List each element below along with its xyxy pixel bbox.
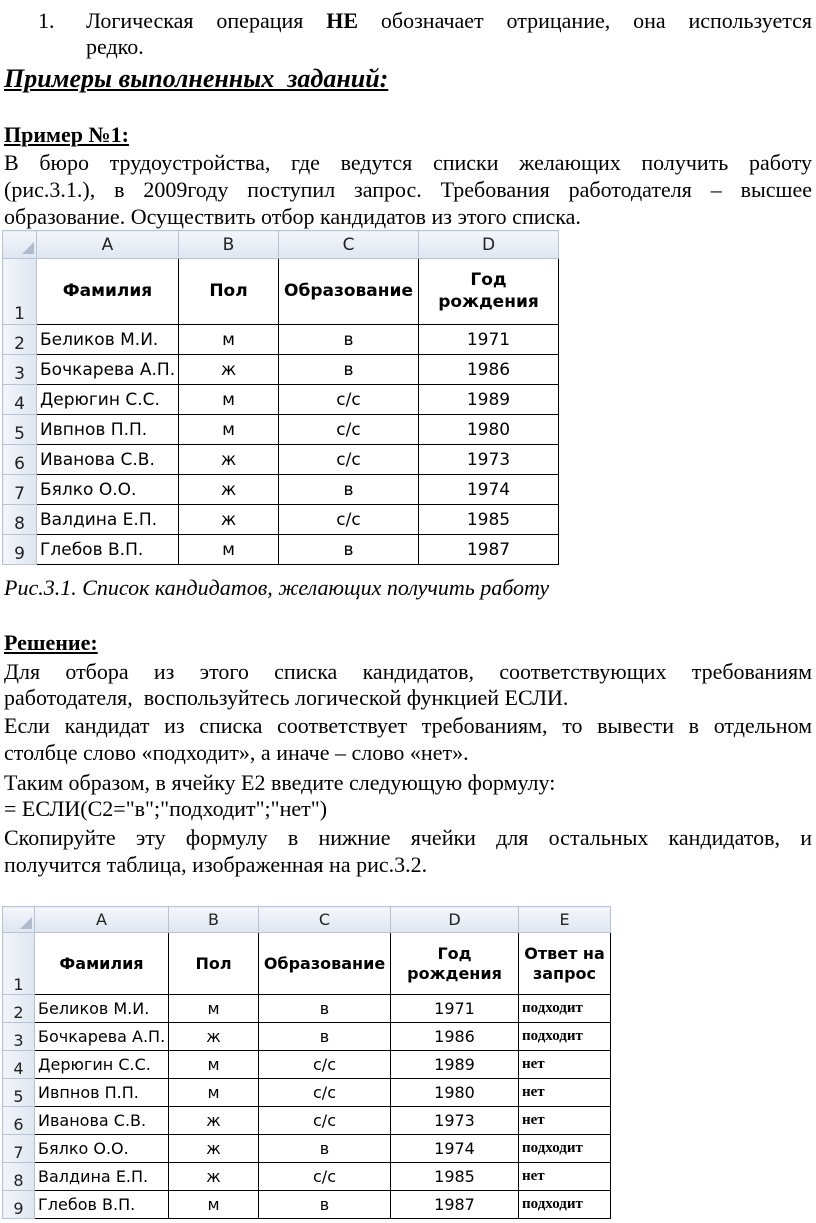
row-number[interactable]: 2 (3, 995, 35, 1023)
header-cell-education[interactable]: Образование (279, 259, 419, 325)
cell-answer[interactable]: нет (519, 1051, 611, 1079)
row-number[interactable]: 8 (3, 1163, 35, 1191)
select-all-corner[interactable] (3, 907, 35, 933)
cell-sex[interactable]: м (169, 1079, 259, 1107)
cell-education[interactable]: в (279, 355, 419, 385)
cell-answer[interactable]: подходит (519, 1135, 611, 1163)
header-cell-answer[interactable]: Ответ на запрос (519, 933, 611, 995)
table-row (3, 1107, 611, 1135)
cell-education[interactable]: с/с (279, 385, 419, 415)
table-row (3, 1051, 611, 1079)
table-row (3, 385, 559, 415)
cell-surname[interactable]: Ивпнов П.П. (35, 1079, 169, 1107)
header-cell-birth-year[interactable]: Год рождения (391, 933, 519, 995)
row-number[interactable]: 9 (3, 535, 37, 565)
cell-surname[interactable]: Бялко О.О. (37, 475, 179, 505)
cell-sex[interactable]: м (169, 1051, 259, 1079)
intro-line-2: (рис.3.1.), в 2009году поступил запрос. Требования работодателя – высшее (4, 177, 812, 202)
column-header-c[interactable]: C (259, 907, 391, 933)
table-row (3, 535, 559, 565)
cell-surname[interactable]: Глебов В.П. (35, 1191, 169, 1219)
column-header-b[interactable]: B (169, 907, 259, 933)
cell-surname[interactable]: Бочкарева А.П. (35, 1023, 169, 1051)
column-header-c[interactable]: C (279, 231, 419, 259)
cell-sex[interactable]: ж (169, 1107, 259, 1135)
header-cell-surname[interactable]: Фамилия (35, 933, 169, 995)
intro-line-3: образование. Осуществить отбор кандидатов из этого списка. (4, 204, 581, 229)
cell-birth-year[interactable]: 1986 (391, 1023, 519, 1051)
table-row (3, 1191, 611, 1219)
table-row (3, 445, 559, 475)
cell-answer[interactable]: подходит (519, 1023, 611, 1051)
spreadsheet-figure-2 (2, 906, 611, 1219)
column-header-row (3, 231, 559, 259)
column-header-row (3, 907, 611, 933)
table-row (3, 1135, 611, 1163)
cell-answer[interactable]: нет (519, 1079, 611, 1107)
cell-surname[interactable]: Ивпнов П.П. (37, 415, 179, 445)
solution-p2-line1: Если кандидат из списка соответствует требованиям, то вывести в отдельном (4, 713, 812, 738)
row-number[interactable]: 5 (3, 415, 37, 445)
cell-sex[interactable]: ж (169, 1135, 259, 1163)
cell-education[interactable]: в (259, 995, 391, 1023)
cell-birth-year[interactable]: 1971 (419, 325, 559, 355)
solution-p1-line1: Для отбора из этого списка кандидатов, соответствующих требованиям (4, 659, 812, 684)
cell-education[interactable]: в (259, 1191, 391, 1219)
cell-sex[interactable]: м (169, 995, 259, 1023)
cell-surname[interactable]: Валдина Е.П. (35, 1163, 169, 1191)
table-row (3, 995, 611, 1023)
cell-surname[interactable]: Иванова С.В. (37, 445, 179, 475)
cell-answer[interactable]: подходит (519, 1191, 611, 1219)
row-number[interactable]: 3 (3, 355, 37, 385)
cell-birth-year[interactable]: 1980 (391, 1079, 519, 1107)
row-number[interactable]: 9 (3, 1191, 35, 1219)
cell-surname[interactable]: Бялко О.О. (35, 1135, 169, 1163)
spreadsheet-figure-1 (2, 230, 559, 565)
row-number[interactable]: 4 (3, 385, 37, 415)
row-number[interactable]: 2 (3, 325, 37, 355)
list-item-text-before: Логическая операция (86, 8, 327, 33)
table-row (3, 1163, 611, 1191)
cell-surname[interactable]: Валдина Е.П. (37, 505, 179, 535)
cell-surname[interactable]: Беликов М.И. (35, 995, 169, 1023)
intro-line-1: В бюро трудоустройства, где ведутся списки желающих получить работу (4, 150, 812, 175)
cell-education[interactable]: в (279, 475, 419, 505)
solution-title: Решение: (4, 630, 98, 655)
solution-p4-line2: получится таблица, изображенная на рис.3.2. (4, 852, 428, 877)
cell-sex[interactable]: ж (169, 1163, 259, 1191)
list-item-line2: редко. (86, 34, 144, 59)
table-header-row (3, 259, 559, 325)
table-row (3, 505, 559, 535)
formula: = ЕСЛИ(С2="в";"подходит";"нет") (4, 796, 328, 821)
cell-birth-year[interactable]: 1971 (391, 995, 519, 1023)
cell-sex[interactable]: м (169, 1191, 259, 1219)
corner-triangle-icon (22, 242, 34, 254)
cell-education[interactable]: в (279, 325, 419, 355)
cell-birth-year[interactable]: 1986 (419, 355, 559, 385)
figure-caption-1: Рис.3.1. Список кандидатов, желающих получить работу (4, 575, 550, 600)
cell-surname[interactable]: Дерюгин С.С. (37, 385, 179, 415)
cell-education[interactable]: с/с (259, 1107, 391, 1135)
header-cell-surname[interactable]: Фамилия (37, 259, 179, 325)
list-item-number: 1. (38, 8, 55, 33)
solution-p4-line1: Скопируйте эту формулу в нижние ячейки для остальных кандидатов, и (4, 825, 812, 850)
cell-sex[interactable]: ж (169, 1023, 259, 1051)
table-row (3, 1079, 611, 1107)
cell-birth-year[interactable]: 1974 (419, 475, 559, 505)
cell-education[interactable]: с/с (259, 1163, 391, 1191)
cell-education[interactable]: с/с (279, 415, 419, 445)
cell-education[interactable]: в (259, 1135, 391, 1163)
cell-answer[interactable]: нет (519, 1107, 611, 1135)
cell-surname[interactable]: Беликов М.И. (37, 325, 179, 355)
cell-birth-year[interactable]: 1985 (419, 505, 559, 535)
cell-sex[interactable]: м (179, 535, 279, 565)
table-row (3, 475, 559, 505)
row-number[interactable]: 4 (3, 1051, 35, 1079)
header-cell-education[interactable]: Образование (259, 933, 391, 995)
cell-birth-year[interactable]: 1973 (419, 445, 559, 475)
cell-education[interactable]: в (259, 1023, 391, 1051)
example-title: Пример №1: (4, 122, 129, 147)
cell-birth-year[interactable]: 1989 (391, 1051, 519, 1079)
column-header-a[interactable]: A (37, 231, 179, 259)
solution-p3: Таким образом, в ячейку Е2 введите следующую формулу: (4, 770, 556, 795)
list-item-line (86, 8, 812, 34)
table-row (3, 1023, 611, 1051)
select-all-corner[interactable] (3, 231, 37, 259)
cell-birth-year[interactable]: 1974 (391, 1135, 519, 1163)
column-header-a[interactable]: A (35, 907, 169, 933)
cell-sex[interactable]: м (179, 385, 279, 415)
header-cell-birth-year[interactable]: Год рождения (419, 259, 559, 325)
header-cell-sex[interactable]: Пол (179, 259, 279, 325)
list-item-bold-term: НЕ (326, 8, 359, 33)
cell-surname[interactable]: Бочкарева А.П. (37, 355, 179, 385)
cell-birth-year[interactable]: 1973 (391, 1107, 519, 1135)
row-number[interactable]: 6 (3, 1107, 35, 1135)
table-row (3, 325, 559, 355)
list-item-text-after: обозначает отрицание, она используется (358, 8, 812, 33)
cell-education[interactable]: с/с (259, 1079, 391, 1107)
cell-education[interactable]: в (279, 535, 419, 565)
cell-birth-year[interactable]: 1985 (391, 1163, 519, 1191)
column-header-d[interactable]: D (419, 231, 559, 259)
cell-surname[interactable]: Иванова С.В. (35, 1107, 169, 1135)
cell-sex[interactable]: м (179, 325, 279, 355)
cell-answer[interactable]: нет (519, 1163, 611, 1191)
table-row (3, 415, 559, 445)
section-title: Примеры выполненных заданий: (4, 64, 389, 93)
row-number[interactable]: 7 (3, 1135, 35, 1163)
cell-birth-year[interactable]: 1987 (419, 535, 559, 565)
row-number[interactable]: 7 (3, 475, 37, 505)
row-number[interactable]: 1 (3, 259, 37, 325)
cell-education[interactable]: с/с (259, 1051, 391, 1079)
cell-answer[interactable]: подходит (519, 995, 611, 1023)
row-number[interactable]: 5 (3, 1079, 35, 1107)
table-header-row (3, 933, 611, 995)
header-cell-sex[interactable]: Пол (169, 933, 259, 995)
cell-birth-year[interactable]: 1980 (419, 415, 559, 445)
cell-education[interactable]: с/с (279, 505, 419, 535)
column-header-b[interactable]: B (179, 231, 279, 259)
row-number[interactable]: 8 (3, 505, 37, 535)
cell-education[interactable]: с/с (279, 445, 419, 475)
solution-p1-line2: работодателя, воспользуйтесь логической функцией ЕСЛИ. (4, 685, 569, 710)
cell-sex[interactable]: ж (179, 355, 279, 385)
cell-surname[interactable]: Дерюгин С.С. (35, 1051, 169, 1079)
row-number[interactable]: 1 (3, 933, 35, 995)
cell-sex[interactable]: ж (179, 475, 279, 505)
column-header-d[interactable]: D (391, 907, 519, 933)
cell-sex[interactable]: ж (179, 505, 279, 535)
cell-surname[interactable]: Глебов В.П. (37, 535, 179, 565)
cell-sex[interactable]: м (179, 415, 279, 445)
cell-sex[interactable]: ж (179, 445, 279, 475)
table-row (3, 355, 559, 385)
solution-p2-line2: столбце слово «подходит», а иначе – слово «нет». (4, 740, 469, 765)
corner-triangle-icon (20, 917, 32, 929)
column-header-e[interactable]: E (519, 907, 611, 933)
cell-birth-year[interactable]: 1989 (419, 385, 559, 415)
cell-birth-year[interactable]: 1987 (391, 1191, 519, 1219)
row-number[interactable]: 6 (3, 445, 37, 475)
row-number[interactable]: 3 (3, 1023, 35, 1051)
